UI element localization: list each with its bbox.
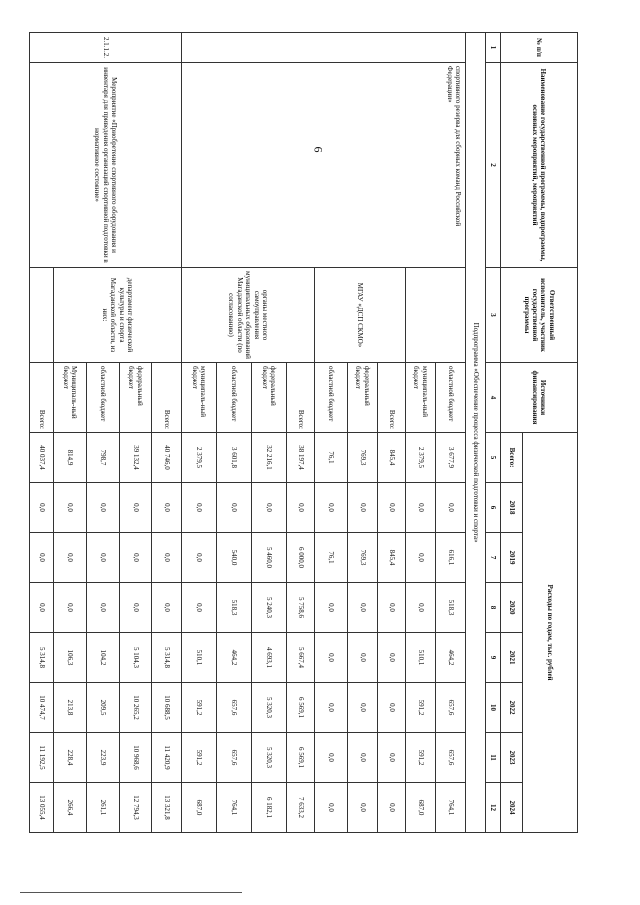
value-cell: 5 758,6 (287, 583, 315, 633)
value-cell: 6 569,1 (287, 733, 315, 783)
column-number: 9 (486, 633, 501, 683)
value-cell: 518,3 (217, 583, 252, 633)
source-cell: областной бюджет (315, 363, 348, 433)
column-number: 4 (486, 363, 501, 433)
source-cell: муниципаль-ный бюджет (406, 363, 436, 433)
source-cell: Всего: (152, 363, 182, 433)
value-cell: 0,0 (315, 783, 348, 833)
value-cell: 106,3 (54, 633, 87, 683)
section2-name: Мероприятие «Приобретение спортивного оборудования и инвентаря для приведения организаций спортивной подготовки в нормативное состояние» (30, 63, 182, 268)
value-cell: 657,6 (217, 683, 252, 733)
value-cell: 0,0 (406, 483, 436, 533)
value-cell: 76,1 (315, 533, 348, 583)
value-cell: 764,1 (217, 783, 252, 833)
header-year: 2023 (501, 733, 523, 783)
value-cell: 12 794,3 (120, 783, 152, 833)
section1-resp-empty (406, 268, 466, 363)
value-cell: 591,2 (406, 683, 436, 733)
value-cell: 0,0 (348, 733, 378, 783)
value-cell: 209,5 (87, 683, 120, 733)
header-source: Источники финансирования (501, 363, 578, 433)
value-cell: 6 569,1 (287, 683, 315, 733)
value-cell: 0,0 (120, 483, 152, 533)
subprogram-title: Подпрограмма «Обеспечение процесса физической подготовки и спорта» (466, 33, 486, 833)
value-cell: 32 216,1 (252, 433, 287, 483)
value-cell: 104,2 (87, 633, 120, 683)
value-cell: 540,0 (217, 533, 252, 583)
column-number: 11 (486, 733, 501, 783)
value-cell: 0,0 (30, 583, 54, 633)
value-cell: 616,1 (436, 533, 466, 583)
source-cell: областной бюджет (87, 363, 120, 433)
value-cell: 40 037,4 (30, 433, 54, 483)
value-cell: 0,0 (315, 483, 348, 533)
source-cell: федеральный бюджет (348, 363, 378, 433)
value-cell: 687,0 (182, 783, 217, 833)
value-cell: 769,3 (348, 533, 378, 583)
column-number: 8 (486, 583, 501, 633)
source-cell: муниципаль-ный бюджет (182, 363, 217, 433)
source-cell: областной бюджет (436, 363, 466, 433)
value-cell: 0,0 (348, 683, 378, 733)
value-cell: 510,1 (406, 633, 436, 683)
value-cell: 0,0 (152, 533, 182, 583)
value-cell: 0,0 (182, 483, 217, 533)
header-total: Всего: (501, 433, 523, 483)
section1-resp-local: органы местного самоуправления муниципальных образований Магаданской области (по согласованию) (182, 268, 315, 363)
value-cell: 261,1 (87, 783, 120, 833)
value-cell: 0,0 (378, 583, 406, 633)
value-cell: 0,0 (54, 583, 87, 633)
value-cell: 2 379,5 (406, 433, 436, 483)
value-cell: 464,2 (217, 633, 252, 683)
value-cell: 0,0 (30, 483, 54, 533)
table-row (436, 33, 466, 833)
footer-divider (20, 892, 242, 893)
value-cell: 2 379,5 (182, 433, 217, 483)
value-cell: 0,0 (378, 683, 406, 733)
column-number: 6 (486, 483, 501, 533)
value-cell: 0,0 (348, 583, 378, 633)
value-cell: 76,1 (315, 433, 348, 483)
value-cell: 0,0 (315, 633, 348, 683)
value-cell: 591,2 (406, 733, 436, 783)
page-number: 6 (311, 146, 326, 153)
value-cell: 11 192,5 (30, 733, 54, 783)
value-cell: 6 000,0 (287, 533, 315, 583)
value-cell: 0,0 (120, 583, 152, 633)
column-number: 7 (486, 533, 501, 583)
value-cell: 0,0 (87, 533, 120, 583)
value-cell: 3 601,8 (217, 433, 252, 483)
header-responsible: Ответственный исполнитель, участник государственной программы (501, 268, 578, 363)
section1-name: спортивного резерва для сборных команд Российской Федерации» (182, 63, 466, 268)
value-cell: 10 474,7 (30, 683, 54, 733)
value-cell: 4 693,1 (252, 633, 287, 683)
header-expenses: Расходы по годам, тыс. рублей (523, 433, 578, 833)
value-cell: 0,0 (152, 583, 182, 633)
value-cell: 0,0 (378, 733, 406, 783)
value-cell: 213,8 (54, 683, 87, 733)
header-year: 2019 (501, 533, 523, 583)
value-cell: 591,2 (182, 683, 217, 733)
source-cell: Всего: (378, 363, 406, 433)
row-num-empty (182, 33, 466, 63)
value-cell: 5 314,8 (30, 633, 54, 683)
value-cell: 0,0 (378, 783, 406, 833)
value-cell: 518,3 (436, 583, 466, 633)
value-cell: 0,0 (287, 483, 315, 533)
value-cell: 0,0 (152, 483, 182, 533)
header-year: 2020 (501, 583, 523, 633)
value-cell: 3 677,9 (436, 433, 466, 483)
value-cell: 5 667,4 (287, 633, 315, 683)
value-cell: 0,0 (315, 733, 348, 783)
value-cell: 0,0 (30, 533, 54, 583)
rotated-table-container (37, 32, 578, 832)
source-cell: федеральный бюджет (120, 363, 152, 433)
value-cell: 0,0 (406, 583, 436, 633)
value-cell: 40 746,0 (152, 433, 182, 483)
value-cell: 38 197,4 (287, 433, 315, 483)
header-year: 2022 (501, 683, 523, 733)
value-cell: 7 633,2 (287, 783, 315, 833)
header-name: Наименование государственной программы, подпрограммы, основных мероприятий, мероприятий (501, 63, 578, 268)
value-cell: 814,9 (54, 433, 87, 483)
value-cell: 0,0 (217, 483, 252, 533)
value-cell: 0,0 (348, 633, 378, 683)
budget-table (29, 32, 578, 833)
value-cell: 0,0 (406, 533, 436, 583)
source-cell: областной бюджет (217, 363, 252, 433)
value-cell: 0,0 (54, 483, 87, 533)
value-cell: 0,0 (54, 533, 87, 583)
value-cell: 657,6 (217, 733, 252, 783)
column-number: 5 (486, 433, 501, 483)
value-cell: 10 688,5 (152, 683, 182, 733)
value-cell: 0,0 (436, 483, 466, 533)
section2-resp: департамент физической культуры и спорта Магаданской области, из них: (54, 268, 182, 363)
value-cell: 5 320,3 (252, 733, 287, 783)
header-year: 2018 (501, 483, 523, 533)
value-cell: 0,0 (120, 533, 152, 583)
value-cell: 769,3 (348, 433, 378, 483)
value-cell: 5 320,3 (252, 683, 287, 733)
source-cell: федеральный бюджет (252, 363, 287, 433)
value-cell: 11 420,9 (152, 733, 182, 783)
value-cell: 591,2 (182, 733, 217, 783)
value-cell: 0,0 (378, 483, 406, 533)
value-cell: 687,0 (406, 783, 436, 833)
table-row (152, 33, 182, 833)
value-cell: 0,0 (348, 783, 378, 833)
header-num: № п/п (501, 33, 578, 63)
value-cell: 657,6 (436, 683, 466, 733)
value-cell: 510,1 (182, 633, 217, 683)
value-cell: 5 104,3 (120, 633, 152, 683)
value-cell: 13 055,4 (30, 783, 54, 833)
column-number: 12 (486, 783, 501, 833)
value-cell: 0,0 (315, 583, 348, 633)
value-cell: 5 240,3 (252, 583, 287, 633)
value-cell: 0,0 (348, 483, 378, 533)
header-year: 2021 (501, 633, 523, 683)
column-number: 1 (486, 33, 501, 63)
value-cell: 0,0 (87, 583, 120, 633)
value-cell: 764,1 (436, 783, 466, 833)
source-cell: Всего: (30, 363, 54, 433)
value-cell: 228,4 (54, 733, 87, 783)
value-cell: 0,0 (378, 633, 406, 683)
value-cell: 798,7 (87, 433, 120, 483)
section2-num: 2.1.1.2. (30, 33, 182, 63)
value-cell: 845,4 (378, 533, 406, 583)
section2-resp-empty (30, 268, 54, 363)
value-cell: 657,6 (436, 733, 466, 783)
column-number: 2 (486, 63, 501, 268)
value-cell: 0,0 (182, 583, 217, 633)
section1-resp-mgau: МГАУ «ДСП СКМО» (315, 268, 406, 363)
value-cell: 13 321,8 (152, 783, 182, 833)
value-cell: 10 265,2 (120, 683, 152, 733)
header-year: 2024 (501, 783, 523, 833)
value-cell: 266,4 (54, 783, 87, 833)
value-cell: 0,0 (87, 483, 120, 533)
value-cell: 223,9 (87, 733, 120, 783)
value-cell: 0,0 (182, 533, 217, 583)
value-cell: 845,4 (378, 433, 406, 483)
value-cell: 0,0 (252, 483, 287, 533)
column-number: 10 (486, 683, 501, 733)
value-cell: 39 132,4 (120, 433, 152, 483)
value-cell: 10 968,6 (120, 733, 152, 783)
value-cell: 5 314,8 (152, 633, 182, 683)
value-cell: 5 460,0 (252, 533, 287, 583)
source-cell: Муниципаль-ный бюджет (54, 363, 87, 433)
value-cell: 6 182,1 (252, 783, 287, 833)
value-cell: 464,2 (436, 633, 466, 683)
column-number: 3 (486, 268, 501, 363)
value-cell: 0,0 (315, 683, 348, 733)
source-cell: Всего: (287, 363, 315, 433)
